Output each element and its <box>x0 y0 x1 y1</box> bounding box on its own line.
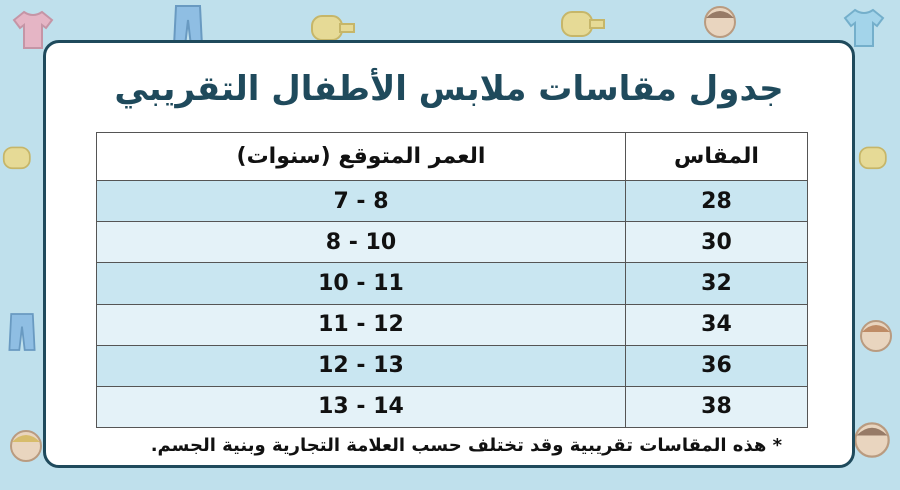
table-row <box>97 181 808 222</box>
child-face-icon <box>858 318 894 354</box>
child-face-icon <box>702 4 738 40</box>
size-cell: 34 <box>625 304 807 345</box>
age-cell: 8 - 10 <box>97 222 626 263</box>
table-header-row <box>97 133 808 181</box>
table-row <box>97 304 808 345</box>
size-table <box>96 132 808 428</box>
size-cell: 36 <box>625 345 807 386</box>
size-cell: 30 <box>625 222 807 263</box>
size-cell: 38 <box>625 386 807 427</box>
age-cell: 7 - 8 <box>97 181 626 222</box>
footnote: * هذه المقاسات تقريبية وقد تختلف حسب العلامة التجارية وبنية الجسم. <box>150 435 782 456</box>
measuring-tape-icon <box>2 140 42 174</box>
table-row <box>97 386 808 427</box>
measuring-tape-icon <box>858 140 898 174</box>
size-cell: 32 <box>625 263 807 304</box>
size-chart-card <box>43 40 855 468</box>
measuring-tape-icon <box>560 6 606 40</box>
age-cell: 13 - 14 <box>97 386 626 427</box>
header-age: العمر المتوقع (سنوات) <box>97 133 626 181</box>
child-face-icon <box>8 428 44 464</box>
page-title: جدول مقاسات ملابس الأطفال التقريبي <box>114 69 784 109</box>
size-cell: 28 <box>625 181 807 222</box>
table-row <box>97 263 808 304</box>
pants-icon <box>4 310 40 354</box>
age-cell: 12 - 13 <box>97 345 626 386</box>
child-face-icon <box>852 420 892 460</box>
header-size: المقاس <box>625 133 807 181</box>
age-cell: 11 - 12 <box>97 304 626 345</box>
measuring-tape-icon <box>310 10 356 44</box>
table-row <box>97 345 808 386</box>
age-cell: 10 - 11 <box>97 263 626 304</box>
table-row <box>97 222 808 263</box>
